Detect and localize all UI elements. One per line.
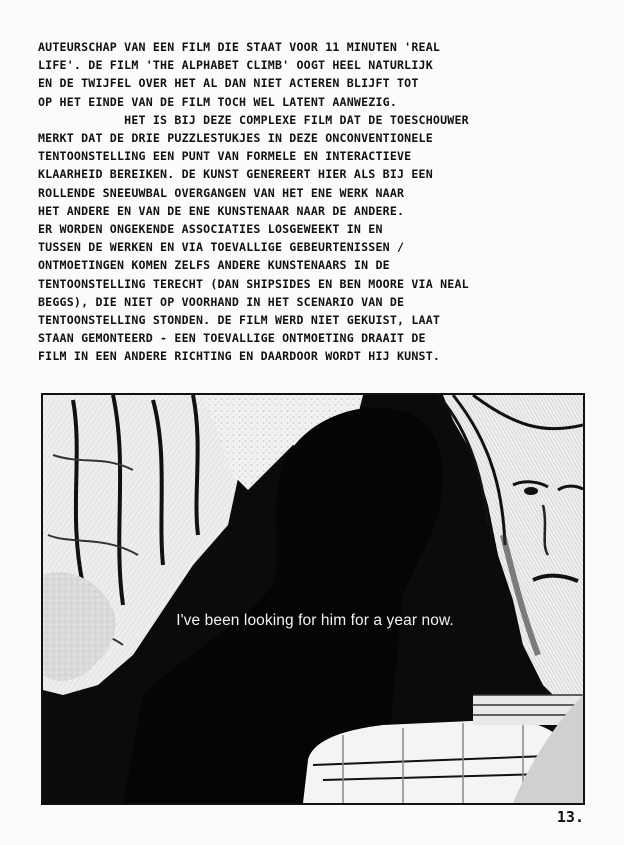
text-line: KLAARHEID BEREIKEN. DE KUNST GENEREERT HIER ALS BIJ EEN: [38, 167, 433, 182]
text-line: TUSSEN DE WERKEN EN VIA TOEVALLIGE GEBEURTENISSEN /: [38, 240, 405, 255]
panel-illustration: [43, 395, 583, 803]
film-subtitle: I've been looking for him for a year now.: [176, 612, 454, 629]
text-line: TENTOONSTELLING EEN PUNT VAN FORMELE EN INTERACTIEVE: [38, 149, 412, 164]
text-line: LIFE'. DE FILM 'THE ALPHABET CLIMB' OOGT HEEL NATURLIJK: [38, 58, 433, 73]
comic-panel: [41, 393, 585, 805]
text-line: FILM IN EEN ANDERE RICHTING EN DAARDOOR WORDT HIJ KUNST.: [38, 349, 441, 364]
handwritten-text-block: [38, 38, 594, 366]
text-line: ONTMOETINGEN KOMEN ZELFS ANDERE KUNSTENAARS IN DE: [38, 258, 390, 273]
text-line: AUTEURSCHAP VAN EEN FILM DIE STAAT VOOR 11 MINUTEN 'REAL: [38, 40, 441, 54]
text-line: OP HET EINDE VAN DE FILM TOCH WEL LATENT AANWEZIG.: [38, 94, 398, 109]
text-line: TENTOONSTELLING STONDEN. DE FILM WERD NIET GEKUIST, LAAT: [38, 313, 441, 328]
text-line: ER WORDEN ONGEKENDE ASSOCIATIES LOSGEWEEKT IN EN: [38, 222, 383, 237]
text-line: EN DE TWIJFEL OVER HET AL DAN NIET ACTEREN BLIJFT TOT: [38, 76, 419, 91]
text-line: BEGGS), DIE NIET OP VOORHAND IN HET SCENARIO VAN DE: [38, 294, 405, 309]
text-line: MERKT DAT DE DRIE PUZZLESTUKJES IN DEZE ONCONVENTIONELE: [38, 131, 433, 146]
text-line: TENTOONSTELLING TERECHT (DAN SHIPSIDES EN BEN MOORE VIA NEAL: [38, 276, 469, 291]
text-line: ROLLENDE SNEEUWBAL OVERGANGEN VAN HET ENE WERK NAAR: [38, 185, 405, 200]
text-line: STAAN GEMONTEERD - EEN TOEVALLIGE ONTMOETING DRAAIT DE: [38, 331, 426, 346]
text-line: HET IS BIJ DEZE COMPLEXE FILM DAT DE TOESCHOUWER: [38, 112, 469, 127]
text-line: HET ANDERE EN VAN DE ENE KUNSTENAAR NAAR DE ANDERE.: [38, 203, 405, 218]
page-number: 13.: [556, 808, 584, 826]
